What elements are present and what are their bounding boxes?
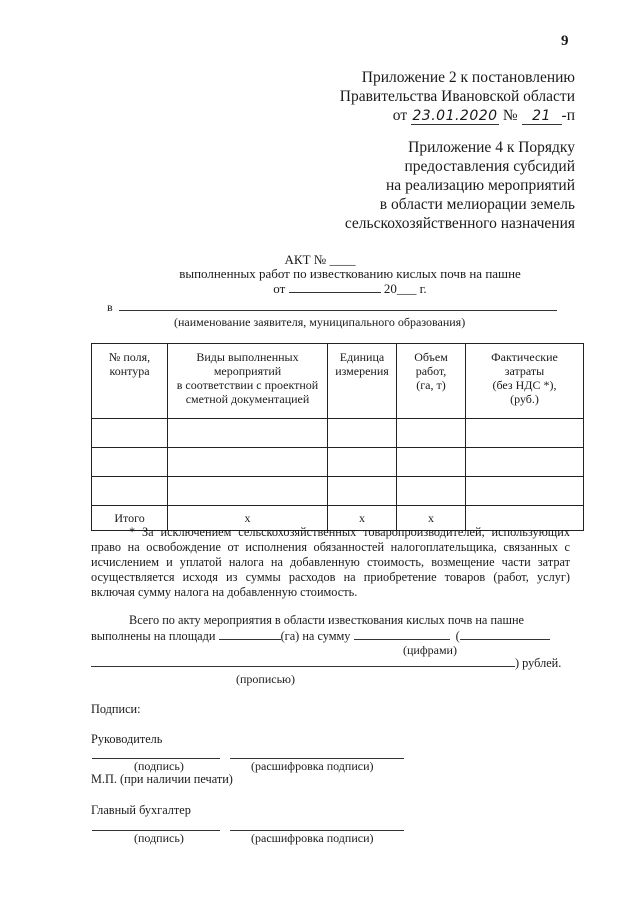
table-cell[interactable] (397, 448, 466, 477)
table-cell[interactable] (466, 419, 584, 448)
header-field-number (92, 344, 168, 419)
header-actual-costs (466, 344, 584, 419)
header-line: Единица (339, 350, 385, 364)
table-row (92, 477, 584, 506)
digits-caption: (цифрами) (403, 643, 457, 657)
head-label: Руководитель (91, 732, 163, 746)
accountant-signature-caption: (подпись) (134, 831, 184, 845)
appendix-2-date-line (340, 106, 575, 125)
area-unit: (га) на сумму (280, 629, 351, 643)
page-number: 9 (561, 33, 569, 49)
footnote-text: * За исключением сельскохозяйственных товаропроизводителей, использующих право на освобождение от исполнения обязанностей налогоплательщика, связанных с исчислением и уплатой налога на добавленную стоимость, возмещение части затрат осуществляется исходя из суммы расходов на приобретение товаров (работ, услуг) включая сумму налога на добавленную стоимость. (91, 525, 570, 599)
table-cell[interactable] (397, 477, 466, 506)
signatures-heading: Подписи: (91, 702, 141, 716)
header-line: Объем (414, 350, 448, 364)
close-text: ) рублей. (515, 656, 562, 670)
header-line: мероприятий (213, 364, 282, 378)
summary-block (91, 613, 570, 644)
total-cell: х (168, 506, 328, 531)
resolution-number: 21 (522, 109, 562, 125)
total-label: Итого (92, 506, 168, 531)
footnote (91, 525, 570, 600)
header-line: (га, т) (416, 378, 446, 392)
table-cell[interactable] (328, 419, 397, 448)
accountant-decode-caption: (расшифровка подписи) (251, 831, 374, 845)
appendix-4-line: Приложение 4 к Порядку (408, 139, 575, 156)
appendix-4-line: сельскохозяйственного назначения (344, 215, 575, 232)
open-paren: ( (455, 629, 460, 643)
sum-words-field-start[interactable] (460, 628, 550, 640)
summary-line2 (91, 628, 570, 644)
sum-digits-field[interactable] (354, 628, 450, 640)
table-cell[interactable] (168, 448, 328, 477)
table-cell[interactable] (168, 477, 328, 506)
table-cell[interactable] (466, 448, 584, 477)
header-line: контура (109, 364, 150, 378)
area-field[interactable] (219, 628, 281, 640)
header-work-types (168, 344, 328, 419)
table-cell[interactable] (466, 477, 584, 506)
header-line: в соответствии с проектной (176, 378, 319, 392)
applicant-line (107, 300, 567, 315)
act-date-prefix: от (273, 281, 286, 296)
table-header-row (92, 344, 584, 419)
appendix-4-line: в области мелиорации земель (379, 196, 575, 213)
stamp-note: М.П. (при наличии печати) (91, 772, 233, 786)
total-cell: х (328, 506, 397, 531)
appendix-4-line: предоставления субсидий (404, 158, 575, 175)
header-unit (328, 344, 397, 419)
header-volume (397, 344, 466, 419)
sum-words-line (91, 655, 570, 671)
header-line: затраты (504, 364, 545, 378)
table-cell[interactable] (92, 448, 168, 477)
act-date-year: 20___ г. (383, 281, 427, 296)
table-cell[interactable] (328, 448, 397, 477)
accountant-label: Главный бухгалтер (91, 803, 191, 817)
date-prefix: от (392, 107, 408, 124)
appendix-2-line2: Правительства Ивановской области (339, 88, 575, 105)
table-row (92, 448, 584, 477)
table-row (92, 419, 584, 448)
header-line: сметной документацией (185, 392, 310, 406)
act-subtitle: выполненных работ по известкованию кислых почв на пашне (179, 266, 521, 281)
applicant-caption: (наименование заявителя, муниципального образования) (174, 315, 466, 329)
appendix-2-line1: Приложение 2 к постановлению (361, 69, 575, 86)
header-line: Виды выполненных (196, 350, 299, 364)
header-line: (руб.) (510, 392, 539, 406)
resolution-date: 23.01.2020 (412, 108, 498, 124)
act-date-line (30, 281, 640, 296)
appendix-2-header (340, 68, 575, 125)
words-caption: (прописью) (236, 672, 296, 686)
table-cell[interactable] (328, 477, 397, 506)
works-table (91, 343, 584, 531)
sum-words-field[interactable] (91, 655, 515, 667)
header-line: измерения (335, 364, 389, 378)
header-line: Фактические (491, 350, 558, 364)
applicant-prefix: в (107, 300, 113, 314)
applicant-field[interactable] (119, 300, 557, 311)
summary-line1: Всего по акту мероприятия в области известкования кислых почв на пашне (129, 613, 525, 627)
appendix-4-header (345, 138, 575, 233)
header-line: работ, (415, 364, 447, 378)
area-prefix: выполнены на площади (91, 629, 216, 643)
table-cell[interactable] (397, 419, 466, 448)
appendix-4-line: на реализацию мероприятий (386, 177, 575, 194)
total-cell: х (397, 506, 466, 531)
header-line: (без НДС *), (492, 378, 557, 392)
table-cell[interactable] (168, 419, 328, 448)
act-title: АКТ № ____ (284, 252, 356, 267)
head-signature-caption: (подпись) (134, 759, 184, 773)
header-line: № поля, (108, 350, 151, 364)
number-prefix: № (502, 107, 518, 124)
table-cell[interactable] (92, 419, 168, 448)
number-suffix: -п (561, 107, 575, 124)
act-date-field[interactable] (289, 281, 381, 293)
table-cell[interactable] (92, 477, 168, 506)
head-decode-caption: (расшифровка подписи) (251, 759, 374, 773)
